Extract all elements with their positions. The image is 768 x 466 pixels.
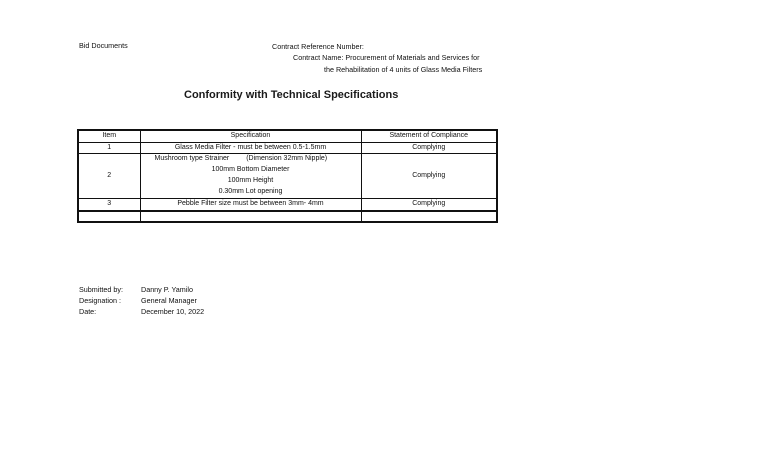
- spec-line-strainer: Mushroom type Strainer: [154, 155, 230, 163]
- specification-cell: [140, 154, 361, 199]
- table-header-row: [78, 130, 497, 142]
- specification-cell: Glass Media Filter - must be between 0.5-1.5mm: [140, 142, 361, 154]
- table-row-empty: [78, 211, 497, 222]
- contract-name-line2: the Rehabilitation of 4 units of Glass Media Filters: [324, 65, 483, 74]
- specification-cell: Pebble Filter size must be between 3mm- 4mm: [140, 199, 361, 211]
- item-number: 3: [78, 199, 140, 211]
- column-header-item: Item: [78, 130, 140, 142]
- compliance-cell: Complying: [361, 199, 497, 211]
- contract-name-line1: Contract Name: Procurement of Materials and Services for: [293, 53, 480, 62]
- page-title: Conformity with Technical Specifications: [184, 89, 399, 101]
- item-number: 2: [78, 154, 140, 199]
- column-header-compliance: Statement of Compliance: [361, 130, 497, 142]
- contract-reference-label: Contract Reference Number:: [272, 42, 364, 51]
- spec-line: [141, 154, 361, 165]
- date-value: December 10, 2022: [141, 307, 205, 316]
- spec-line: 0.30mm Lot opening: [218, 187, 283, 195]
- table-row: [78, 142, 497, 154]
- table-row: [78, 154, 497, 199]
- item-number: 1: [78, 142, 140, 154]
- submitted-by-value: Danny P. Yamilo: [141, 285, 193, 294]
- empty-cell: [140, 211, 361, 222]
- spec-line: 100mm Bottom Diameter: [211, 166, 290, 174]
- spec-line-nipple: (Dimension 32mm Nipple): [246, 155, 328, 163]
- submitted-by-label: Submitted by:: [79, 285, 123, 294]
- date-label: Date:: [79, 307, 97, 316]
- compliance-cell: Complying: [361, 142, 497, 154]
- specification-table: [77, 129, 498, 223]
- designation-value: General Manager: [141, 296, 197, 305]
- designation-label: Designation :: [79, 296, 121, 305]
- bid-documents-label: Bid Documents: [79, 41, 128, 50]
- empty-cell: [361, 211, 497, 222]
- compliance-cell: Complying: [361, 154, 497, 199]
- column-header-specification: Specification: [140, 130, 361, 142]
- spec-line: 100mm Height: [227, 177, 274, 184]
- table-row: [78, 199, 497, 211]
- empty-cell: [78, 211, 140, 222]
